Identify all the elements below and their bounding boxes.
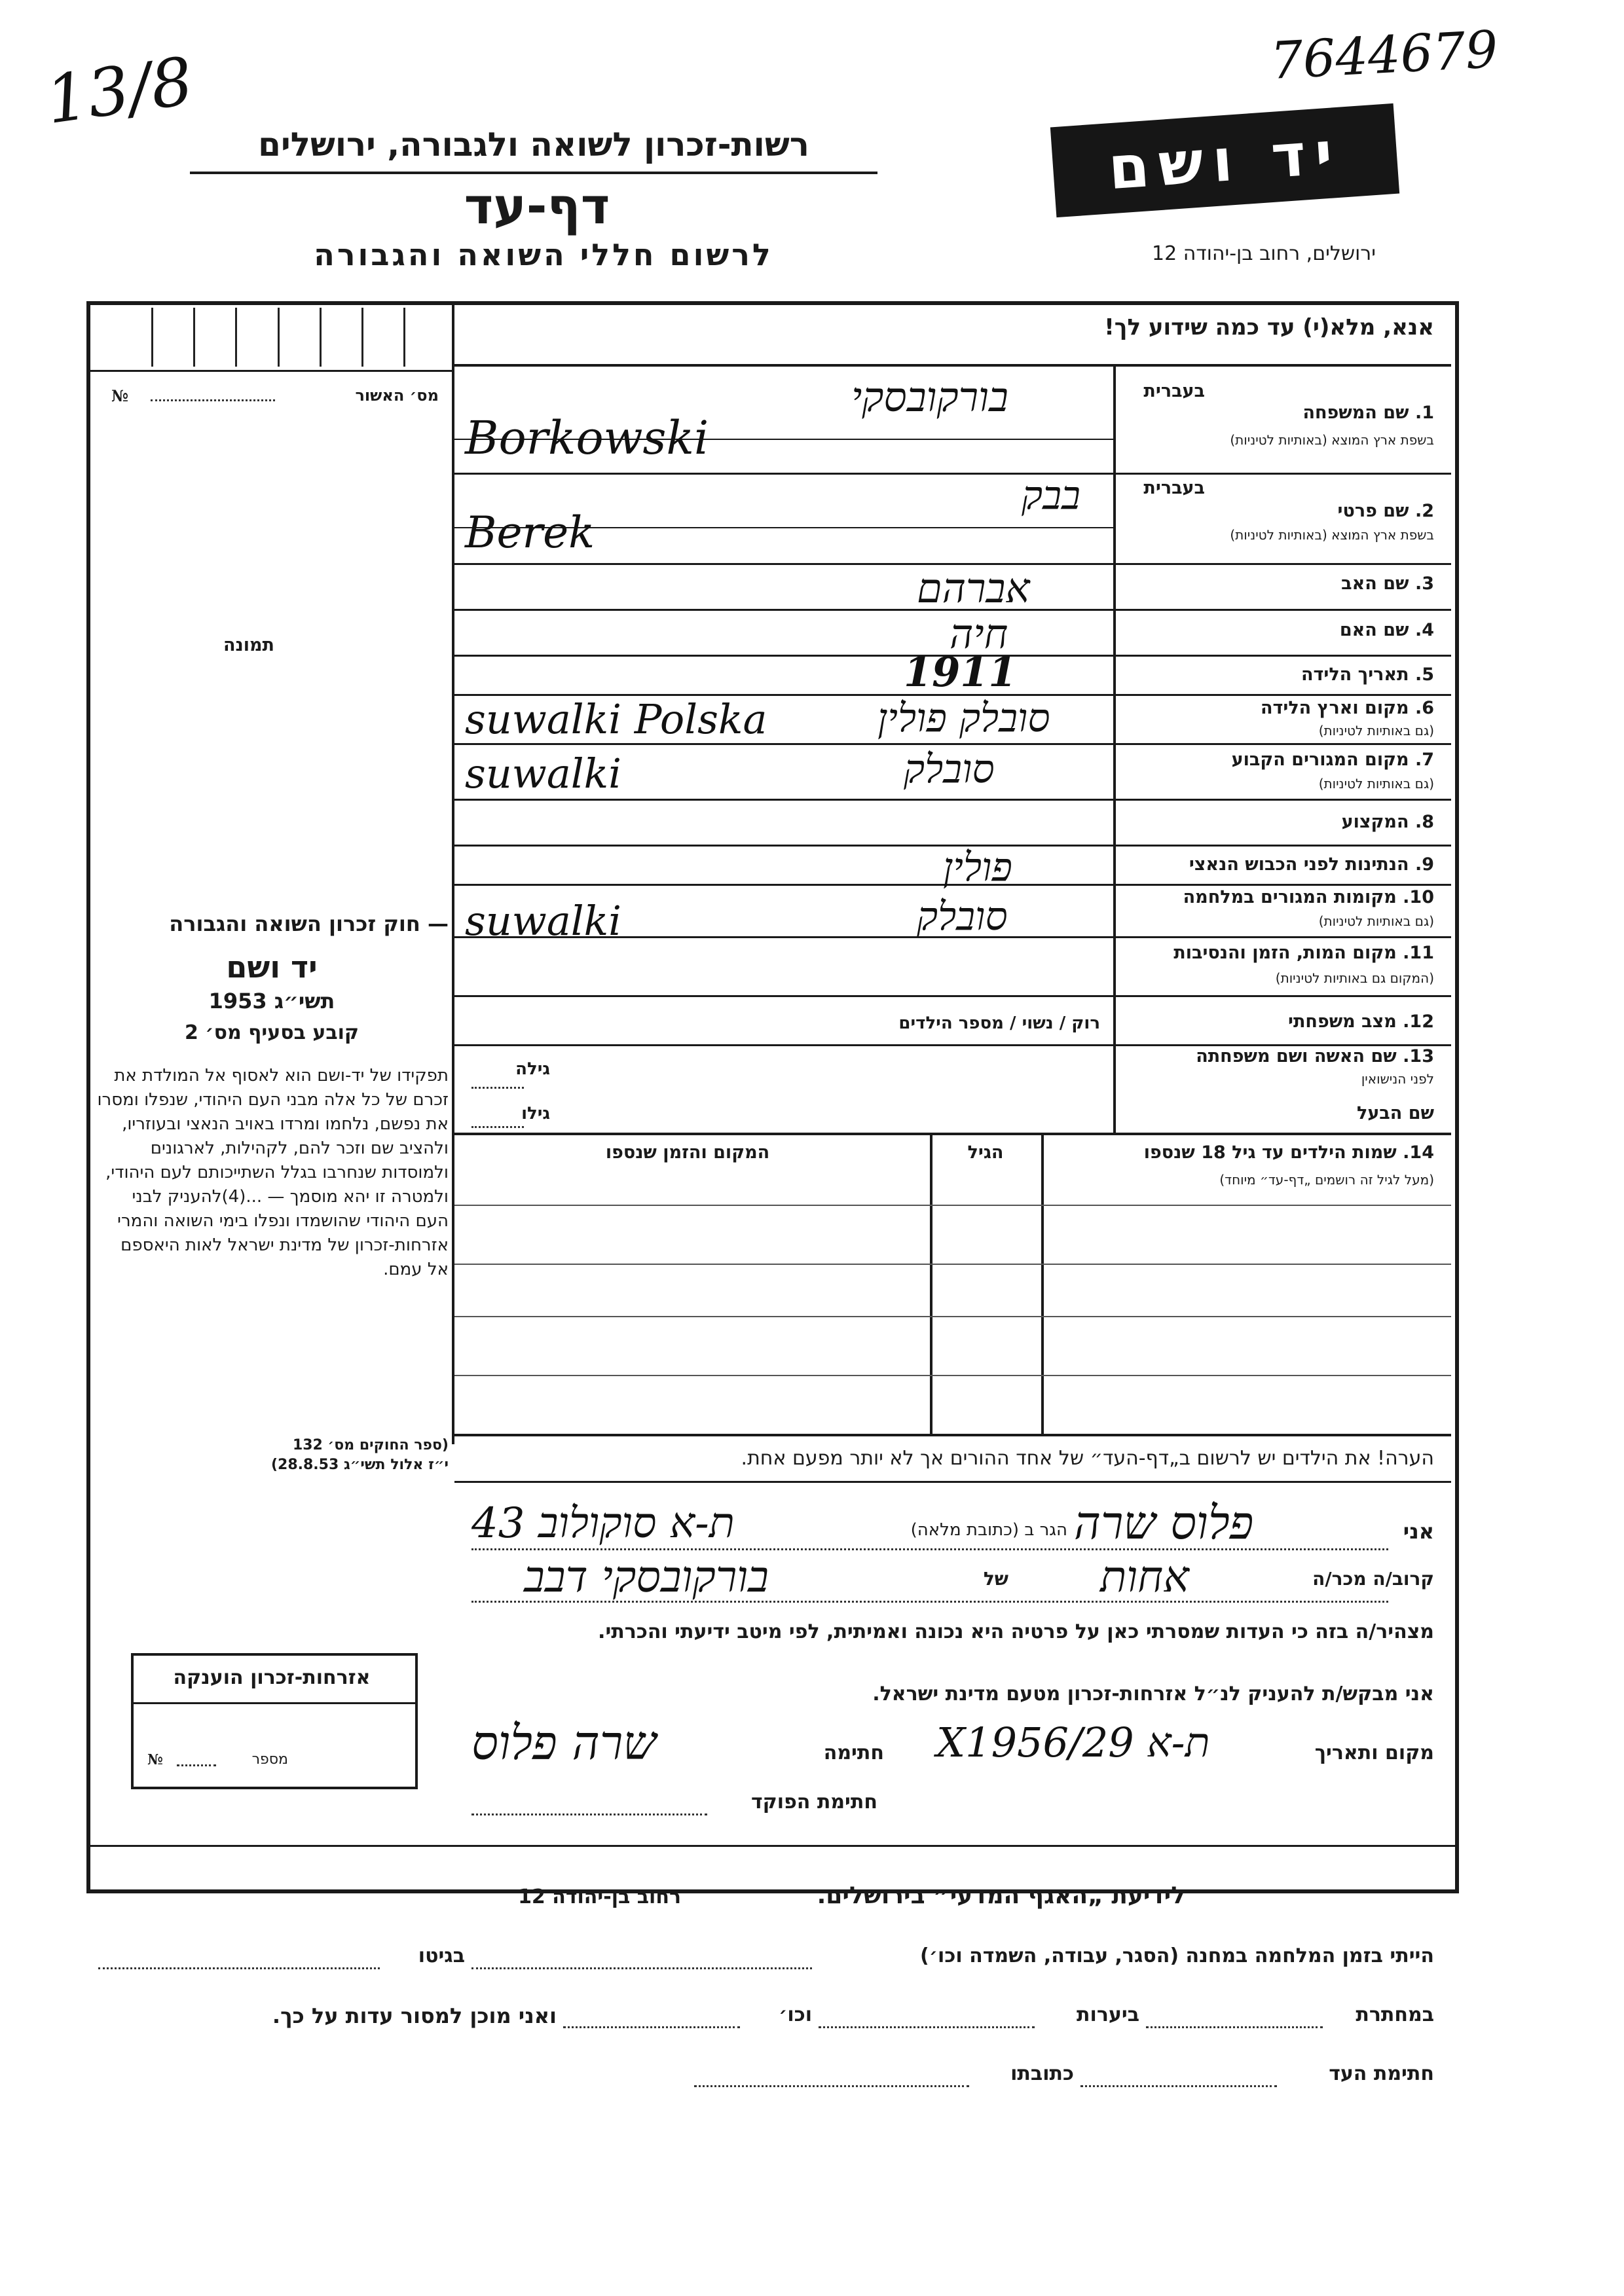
footer-underground-field[interactable]	[1146, 2026, 1323, 2028]
citizenship-number-mark: №	[147, 1751, 163, 1768]
of-value[interactable]: בורקובסקי דבב	[524, 1552, 769, 1602]
approval-boxes	[111, 308, 445, 367]
of-label: של	[983, 1568, 1008, 1590]
yad-vashem-logo: יד ושם	[1050, 103, 1399, 217]
footer-witness-signature-field[interactable]	[1080, 2085, 1277, 2087]
declarant-line-1	[471, 1548, 1388, 1550]
footer-etc-field[interactable]	[563, 2026, 740, 2028]
field-1-hebrew-value[interactable]: בורקובסקי	[851, 373, 1008, 421]
footer-camp-field[interactable]	[471, 1967, 812, 1969]
field-10-label: 10. מקומות המגורים במלחמה	[1183, 887, 1434, 907]
declarant-address[interactable]: ת-א סוקולוב 43	[471, 1499, 735, 1548]
field-10-latin-value[interactable]: suwalki	[465, 897, 622, 945]
field-11-sub: (המקום גם באותיות לטיניות)	[1275, 970, 1434, 986]
footer-address: רחוב בן-יהודה 12	[518, 1886, 681, 1908]
children-col-place: המקום והזמן שנספו	[605, 1142, 770, 1163]
field-6-label: 6. מקום וארץ הלידה	[1260, 698, 1434, 718]
footer-underground-label: במחתרת	[1356, 2003, 1434, 2026]
approval-number-field[interactable]	[151, 399, 275, 401]
signature-label: חתימה	[823, 1741, 884, 1764]
field-3-label: 3. שם האב	[1341, 574, 1434, 594]
field-4-value[interactable]: חיה	[950, 610, 1008, 658]
declarant-line-2	[471, 1601, 1388, 1603]
field-1-label: 1. שם המשפחה	[1302, 403, 1434, 423]
handwritten-record-id: 7644679	[1268, 20, 1500, 92]
declarant-name[interactable]: פלוס שרה	[1074, 1496, 1254, 1550]
signature-value[interactable]: שרה פלוס	[471, 1715, 657, 1770]
children-col-age: הגיל	[967, 1142, 1004, 1163]
field-5-label: 5. תאריך הלידה	[1301, 665, 1434, 685]
field-14-sub: (מעל לגיל זה רושמים „דף-עד״ מיוחד)	[1219, 1172, 1434, 1188]
footer-etc-label: וכו׳	[779, 2003, 812, 2026]
field-1-sub: בשפת ארץ המוצא (באותיות לטיניות)	[1230, 432, 1434, 448]
relative-label: קרוב/ה מכר/ה	[1312, 1568, 1434, 1590]
field-9-value[interactable]: פולין	[943, 845, 1012, 890]
declaration-text: מצהיר/ה בזה כי העדות שמסרתי כאן על פרטיה היא נכונה ואמיתית, לפי מיטב ידיעתי והכרתי.	[598, 1620, 1434, 1643]
field-13-sub: לפני הנישואין	[1361, 1071, 1434, 1087]
field-4-label: 4. שם האם	[1339, 620, 1434, 640]
citizenship-number-label: מספר	[251, 1751, 288, 1768]
footer-camp-label: הייתי בזמן המלחמה במחנה (הסגר, עבודה, השמדה וכו׳)	[920, 1944, 1434, 1967]
field-7-label: 7. מקום המגורים הקבוע	[1231, 750, 1434, 770]
law-body: תפקידו של יד-ושם הוא לאסוף אל המולדת את זכרם של כל אלה מבני העם היהודי, שנפלו ומסרו את נפשם, נלחמו ומרדו באויב הנאצי ובעוזריו, ולהציב שם וזכר להם, לקהילות, לארגונים ולמוסדות שנחרבו בגלל השתייכותם לעם היהודי, ולמטרה זו יהא מוסמך — ...(4)להעניק לבני העם היהודי שהושמדו ונפלו בימי השואה והמרי אזרחות-זכרון של מדינת ישראל לאות היאספם אל עמם.	[97, 1066, 449, 1279]
law-year: תשי״ג 1953	[208, 989, 335, 1013]
field-11-label: 11. מקום המות, הזמן והנסיבות	[1173, 943, 1434, 963]
field-10-hebrew-value[interactable]: סובלק	[917, 894, 1008, 939]
footer-forests-label: ביערות	[1077, 2003, 1139, 2026]
field-10-sub: (גם באותיות לטיניות)	[1318, 913, 1434, 929]
footer-ghetto-field[interactable]	[98, 1967, 380, 1969]
footer-witness-address-label: כתובתו	[1010, 2062, 1074, 2085]
husband-age-label: גילו	[521, 1104, 550, 1123]
field-14-label: 14. שמות הילדים עד גיל 18 שנספו	[1143, 1142, 1434, 1163]
husband-age-field[interactable]	[471, 1126, 524, 1128]
field-7-sub: (גם באותיות לטיניות)	[1318, 776, 1434, 792]
place-date-label: מקום ותאריך	[1314, 1741, 1434, 1764]
field-6-sub: (גם באותיות לטיניות)	[1318, 723, 1434, 738]
law-source-2: י״ז אלול תשי״ג 28.8.53)	[270, 1457, 449, 1473]
field-12-label: 12. מצב משפחתי	[1288, 1011, 1434, 1032]
field-7-hebrew-value[interactable]: סובלק	[904, 746, 995, 792]
approval-number-mark: №	[111, 386, 129, 405]
field-7-latin-value[interactable]: suwalki	[465, 750, 622, 797]
field-3-value[interactable]: אברהם	[917, 564, 1030, 612]
footer-testimony-text: ואני מוכן למסור עדות על כך.	[272, 2003, 557, 2028]
wife-age-field[interactable]	[471, 1087, 524, 1089]
field-2-hebrew-value[interactable]: בבק	[1022, 473, 1080, 519]
relation-value[interactable]: אחות	[1100, 1552, 1189, 1602]
footer-witness-signature-label: חתימת העד	[1329, 2062, 1434, 2085]
field-2-latin-value[interactable]: Berek	[465, 507, 595, 558]
law-section: קובע בסעיף מס׳ 2	[184, 1021, 360, 1044]
request-text: אני מבקש/ת להעניק לנ״ל אזרחות-זכרון מטעם מדינת ישראל.	[872, 1683, 1434, 1705]
law-source-1: (ספר החוקים מס׳ 132	[292, 1437, 449, 1453]
field-5-value[interactable]: 1911	[904, 648, 1017, 696]
law-title: — חוק זכרון השואה והגבורה	[169, 911, 449, 936]
field-1-latin-value[interactable]: Borkowski	[465, 411, 709, 465]
in-hebrew-label-1: בעברית	[1143, 381, 1205, 401]
field-12-value[interactable]: רוק / נשוי / מספר הילדים	[898, 1013, 1100, 1033]
wife-age-label: גילה	[515, 1059, 550, 1079]
footer-ghetto-label: בגיטו	[418, 1944, 465, 1967]
officer-signature-field[interactable]	[471, 1813, 707, 1815]
field-6-latin-value[interactable]: suwalki Polska	[465, 695, 767, 743]
form-title: דף-עד	[464, 177, 610, 235]
citizenship-number-field[interactable]	[177, 1764, 216, 1766]
instruction: אנא, מלא(י) עד כמה שידוע לך!	[1104, 314, 1434, 340]
officer-signature-label: חתימת הפוקד	[751, 1791, 877, 1813]
footer-witness-address-field[interactable]	[694, 2085, 969, 2087]
field-13-label: 13. שם האשה ושם משפחתה	[1196, 1046, 1434, 1066]
citizenship-title: אזרחות-זכרון הוענקה	[173, 1666, 371, 1689]
in-hebrew-label-2: בעברית	[1143, 478, 1205, 498]
photo-label: תמונה	[223, 635, 275, 655]
field-2-label: 2. שם פרטי	[1337, 501, 1434, 521]
authority-name: רשות-זכרון לשואה ולגבורה, ירושלים	[258, 126, 809, 164]
field-9-label: 9. הנתינות לפני הכבוש הנאצי	[1189, 854, 1434, 875]
field-8-label: 8. המקצוע	[1341, 812, 1434, 832]
declarant-ani-label: אני	[1403, 1519, 1434, 1544]
footer-forests-field[interactable]	[819, 2026, 1035, 2028]
place-date-value[interactable]: ת-א 29/X1956	[936, 1719, 1210, 1766]
field-2-sub: בשפת ארץ המוצא (באותיות לטיניות)	[1230, 527, 1434, 543]
field-6-hebrew-value[interactable]: סובלק פולין	[877, 695, 1050, 741]
handwritten-file-number: 13/8	[41, 42, 198, 139]
children-table-rows[interactable]	[458, 1208, 930, 1430]
footer-title: לידיעת „האגף המדעי״ בירושלים.	[817, 1882, 1185, 1909]
law-name: יד ושם	[226, 949, 318, 985]
form-subtitle: לרשום חללי השואה והגבורה	[314, 237, 773, 272]
declarant-resident-label: הגר ב (כתובת מלאה)	[910, 1520, 1067, 1540]
address: ירושלים, רחוב בן-יהודה 12	[1152, 242, 1376, 265]
approval-number-label: מס׳ האשור	[355, 386, 439, 405]
children-note: הערה! את הילדים יש לרשום ב„דף-העד״ של אחד ההורים אך לא יותר מפעם אחת.	[741, 1447, 1434, 1470]
husband-label: שם הבעל	[1356, 1103, 1434, 1123]
